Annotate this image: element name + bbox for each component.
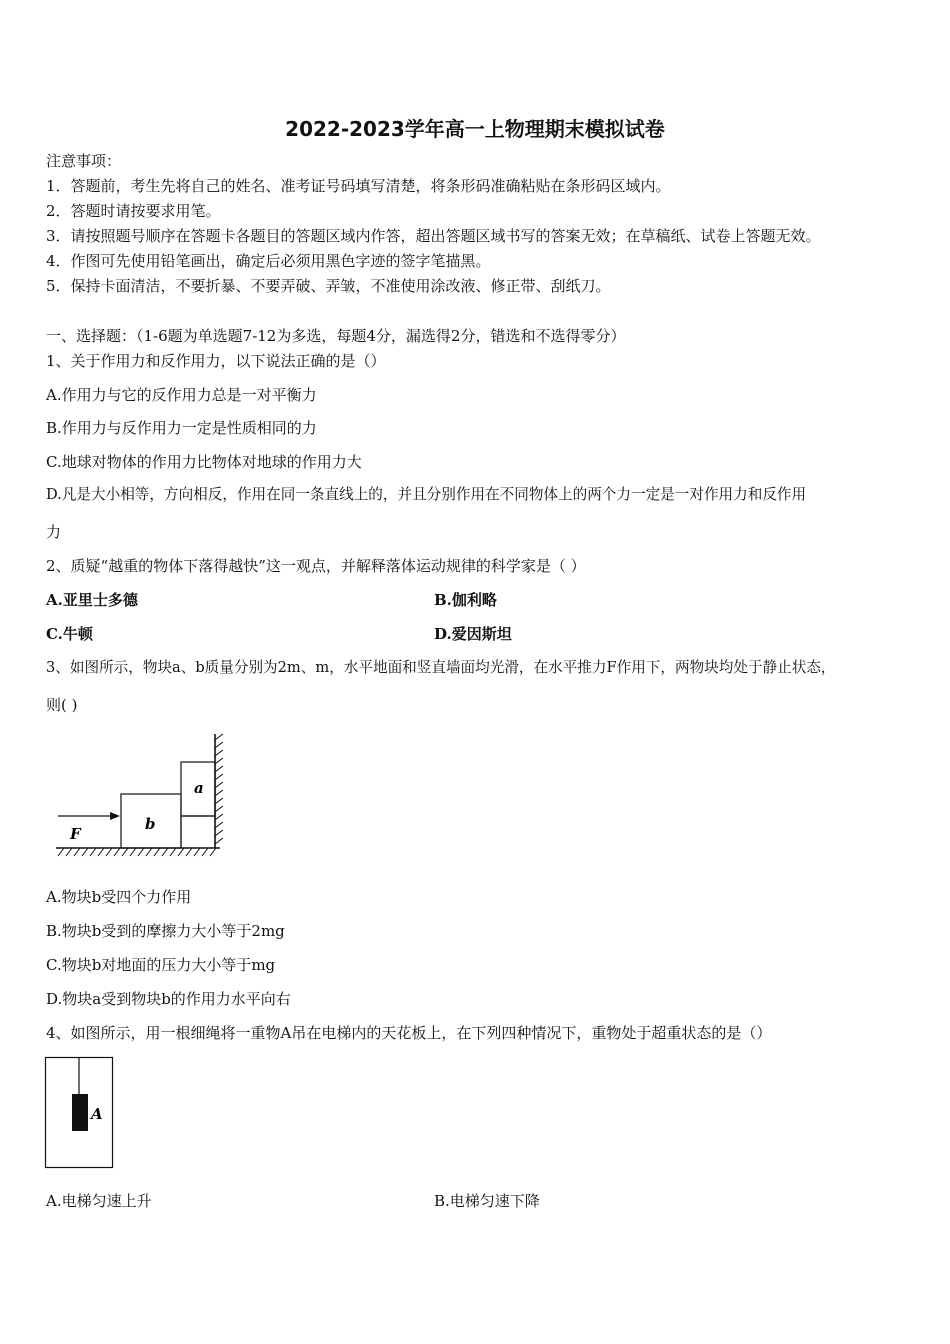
q3-option-b: B.物块b受到的摩擦力大小等于2mg bbox=[46, 922, 285, 940]
q3-stem: 3、如图所示，物块a、b质量分别为2m、m，水平地面和竖直墙面均光滑，在水平推力F作用下，两物块均处于静止状态， bbox=[46, 659, 836, 676]
notice-item: 3．请按照题号顺序在答题卡各题目的答题区域内作答，超出答题区域书写的答案无效；在草稿纸、试卷上答题无效。 bbox=[46, 227, 821, 245]
q2-option-a: A.亚里士多德 bbox=[46, 591, 138, 609]
q2-option-b: B.伽利略 bbox=[434, 591, 497, 609]
label-b: b bbox=[145, 815, 156, 833]
notice-item: 4．作图可先使用铅笔画出，确定后必须用黑色字迹的签字笔描黑。 bbox=[46, 252, 491, 270]
q3-figure bbox=[50, 730, 230, 860]
q4-stem: 4、如图所示，用一根细绳将一重物A吊在电梯内的天花板上，在下列四种情况下，重物处于超重状态的是（） bbox=[46, 1024, 772, 1042]
q1-stem: 1、关于作用力和反作用力，以下说法正确的是（） bbox=[46, 352, 386, 370]
arrowhead bbox=[110, 812, 120, 820]
notice-item: 5．保持卡面清洁，不要折暴、不要弄破、弄皱，不准使用涂改液、修正带、刮纸刀。 bbox=[46, 277, 611, 295]
q4-elevator-figure bbox=[44, 1056, 116, 1170]
wall-hatching bbox=[215, 734, 223, 844]
q1-option-c: C.地球对物体的作用力比物体对地球的作用力大 bbox=[46, 453, 362, 471]
q3-option-d: D.物块a受到物块b的作用力水平向右 bbox=[46, 990, 291, 1008]
notice-item: 2．答题时请按要求用笔。 bbox=[46, 202, 221, 220]
section-heading: 一、选择题：（1-6题为单选题7-12为多选，每题4分，漏选得2分，错选和不选得零分） bbox=[46, 327, 626, 345]
q4-option-a: A.电梯匀速上升 bbox=[46, 1192, 152, 1210]
label-a: a bbox=[194, 779, 204, 797]
q3-stem-continued: 则( ) bbox=[46, 696, 78, 714]
label-weight-a: A bbox=[91, 1105, 103, 1123]
q1-option-a: A.作用力与它的反作用力总是一对平衡力 bbox=[46, 386, 317, 404]
q4-option-b: B.电梯匀速下降 bbox=[434, 1192, 540, 1210]
q3-option-a: A.物块b受四个力作用 bbox=[46, 888, 192, 906]
ground-hatching bbox=[58, 848, 216, 856]
page-title: 2022-2023学年高一上物理期末模拟试卷 bbox=[285, 117, 665, 141]
q2-option-d: D.爱因斯坦 bbox=[434, 625, 512, 643]
notice-heading: 注意事项： bbox=[46, 152, 122, 170]
weight-a bbox=[72, 1094, 88, 1131]
q1-option-b: B.作用力与反作用力一定是性质相同的力 bbox=[46, 419, 317, 437]
q2-option-c: C.牛顿 bbox=[46, 625, 93, 643]
q1-option-d-continued: 力 bbox=[46, 523, 62, 541]
q3-option-c: C.物块b对地面的压力大小等于mg bbox=[46, 956, 276, 974]
label-f: F bbox=[70, 825, 81, 843]
q1-option-d: D.凡是大小相等，方向相反，作用在同一条直线上的，并且分别作用在不同物体上的两个力一定是一对作用力和反作用 bbox=[46, 486, 807, 503]
notice-item: 1．答题前，考生先将自己的姓名、准考证号码填写清楚，将条形码准确粘贴在条形码区域内。 bbox=[46, 177, 671, 195]
q2-stem: 2、质疑“越重的物体下落得越快”这一观点，并解释落体运动规律的科学家是（ ） bbox=[46, 557, 586, 575]
